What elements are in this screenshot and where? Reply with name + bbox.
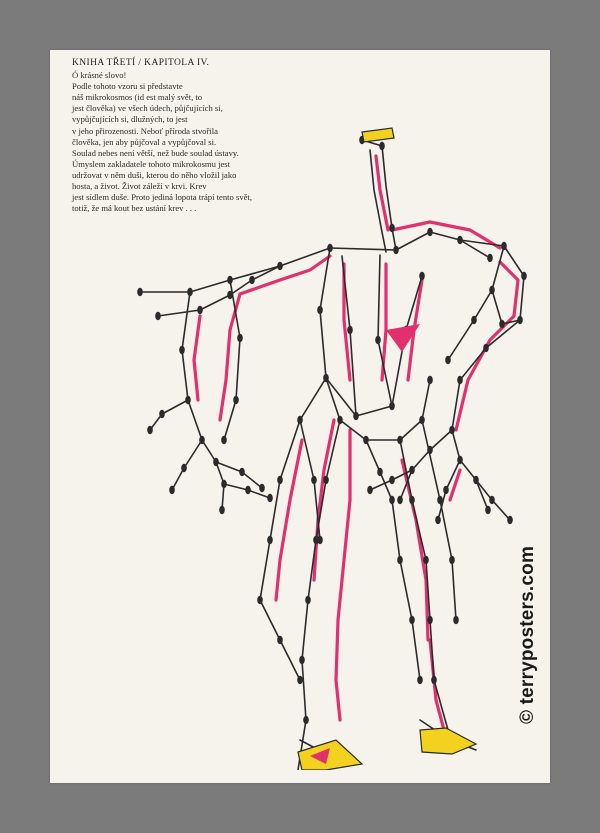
ink-dot bbox=[277, 476, 283, 484]
ink-dot bbox=[227, 291, 233, 299]
ink-dot bbox=[353, 412, 359, 420]
ink-stroke bbox=[202, 440, 224, 510]
ink-dot bbox=[489, 496, 495, 504]
ink-dot bbox=[427, 228, 433, 236]
ink-stroke bbox=[326, 378, 430, 440]
ink-dot bbox=[389, 402, 395, 410]
ink-dot bbox=[389, 496, 395, 504]
ink-dot bbox=[443, 486, 449, 494]
ink-dot bbox=[507, 516, 513, 524]
ink-dot bbox=[199, 436, 205, 444]
ink-dot bbox=[257, 596, 263, 604]
vein-stroke bbox=[240, 256, 330, 294]
text-line: náš mikrokosmos (id est malý svět, to bbox=[72, 92, 203, 103]
ink-dot bbox=[221, 436, 227, 444]
text-line: Úmyslem zakladatele tohoto mikrokosmu jest bbox=[72, 158, 230, 169]
ink-dot bbox=[179, 346, 185, 354]
ink-dot bbox=[453, 616, 459, 624]
ink-dot bbox=[423, 556, 429, 564]
ink-stroke bbox=[438, 460, 460, 520]
ink-stroke bbox=[330, 232, 490, 258]
figure-illustration bbox=[130, 80, 530, 770]
ink-dot bbox=[397, 436, 403, 444]
ink-dot bbox=[299, 656, 305, 664]
ink-dot bbox=[327, 244, 333, 252]
hat-accent bbox=[362, 128, 394, 142]
ink-dot bbox=[245, 486, 251, 494]
ink-dot bbox=[389, 224, 395, 232]
ink-dot bbox=[219, 506, 225, 514]
pelvis-accent bbox=[386, 324, 420, 352]
ink-dot bbox=[347, 326, 353, 334]
ink-dot bbox=[449, 426, 455, 434]
ink-dot bbox=[317, 306, 323, 314]
book-page bbox=[50, 50, 550, 783]
ink-dot bbox=[311, 476, 317, 484]
ink-dot bbox=[337, 416, 343, 424]
ink-dot bbox=[501, 242, 507, 250]
ink-dot bbox=[305, 596, 311, 604]
ink-dot bbox=[457, 456, 463, 464]
ink-dot bbox=[397, 556, 403, 564]
ink-stroke bbox=[158, 266, 280, 316]
ink-dot bbox=[483, 344, 489, 352]
ink-dot bbox=[297, 416, 303, 424]
ink-dot bbox=[499, 320, 505, 328]
ink-dot bbox=[457, 376, 463, 384]
ink-dot bbox=[159, 410, 165, 418]
ink-dot bbox=[417, 676, 423, 684]
text-line: v jeho přirozenosti. Neboť příroda stvořila bbox=[72, 125, 218, 136]
ink-dot bbox=[419, 416, 425, 424]
ink-dot bbox=[147, 426, 153, 434]
chapter-heading: KNIHA TŘETÍ / KAPITOLA IV. bbox=[72, 58, 210, 68]
text-line: Ó krásné slovo! bbox=[72, 70, 127, 81]
text-line: vypůjčujících si, dlužných, to jest bbox=[72, 114, 188, 125]
ink-dot bbox=[277, 262, 283, 270]
ink-dot bbox=[449, 556, 455, 564]
ink-dot bbox=[445, 356, 451, 364]
vein-stroke bbox=[276, 440, 302, 600]
ink-dot bbox=[457, 236, 463, 244]
text-line: Podle tohoto vzoru si představte bbox=[72, 81, 183, 92]
ink-stroke bbox=[182, 292, 202, 440]
vein-stroke bbox=[314, 420, 334, 580]
ink-dot bbox=[181, 464, 187, 472]
ink-dot bbox=[367, 486, 373, 494]
ink-stroke bbox=[140, 248, 330, 292]
vein-lines bbox=[194, 156, 518, 730]
ink-dot bbox=[427, 616, 433, 624]
ink-dot bbox=[427, 376, 433, 384]
ink-dot bbox=[297, 676, 303, 684]
ink-stroke bbox=[452, 320, 520, 430]
vein-stroke bbox=[194, 316, 200, 400]
ink-dot bbox=[137, 288, 143, 296]
ink-dot bbox=[239, 468, 245, 476]
ink-dot bbox=[427, 446, 433, 454]
vein-stroke bbox=[450, 470, 460, 500]
ink-dot bbox=[233, 396, 239, 404]
ink-dot bbox=[393, 246, 399, 254]
ink-dot bbox=[323, 476, 329, 484]
ink-dot bbox=[409, 466, 415, 474]
text-line: totiž, že má kout bez ustání krev . . . bbox=[72, 203, 197, 214]
ink-dot bbox=[185, 396, 191, 404]
ink-dot bbox=[363, 436, 369, 444]
ink-dot bbox=[437, 496, 443, 504]
text-line: Soulad nebes není větší, než bude soulad ústavy. bbox=[72, 147, 239, 158]
ink-dot bbox=[431, 676, 437, 684]
ink-dot bbox=[485, 506, 491, 514]
vein-stroke bbox=[500, 262, 518, 316]
ink-dot bbox=[267, 494, 273, 502]
ink-dot bbox=[489, 286, 495, 294]
ink-dot bbox=[471, 316, 477, 324]
ink-dot bbox=[237, 334, 243, 342]
ink-stroke bbox=[150, 400, 188, 430]
ink-stroke bbox=[362, 140, 396, 250]
ink-dot bbox=[377, 468, 383, 476]
ink-dot bbox=[473, 476, 479, 484]
vein-stroke bbox=[336, 430, 350, 720]
ink-dot bbox=[277, 636, 283, 644]
ink-lines bbox=[140, 140, 524, 770]
ink-dot bbox=[317, 536, 323, 544]
text-line: člověka, jen aby půjčoval a vypůjčoval si. bbox=[72, 136, 217, 147]
ink-dot bbox=[197, 306, 203, 314]
ink-dot bbox=[169, 486, 175, 494]
ink-dot bbox=[487, 254, 493, 262]
ink-dot bbox=[419, 272, 425, 280]
ink-dot bbox=[323, 374, 329, 382]
ink-dot bbox=[221, 480, 227, 488]
ink-stroke bbox=[172, 440, 202, 490]
text-line: hosta, a život. Život záleží v krvi. Krev bbox=[72, 181, 207, 192]
ink-dot bbox=[213, 458, 219, 466]
ink-dot bbox=[249, 276, 255, 284]
ink-dot bbox=[409, 616, 415, 624]
ink-dot bbox=[303, 716, 309, 724]
ink-stroke bbox=[452, 430, 488, 510]
ink-dot bbox=[517, 316, 523, 324]
ink-dot bbox=[187, 288, 193, 296]
ink-dot bbox=[227, 276, 233, 284]
ink-dot bbox=[259, 484, 265, 492]
ink-dot bbox=[409, 496, 415, 504]
text-line: jest člověka) ve všech údech, půjčujících si, bbox=[72, 103, 223, 114]
ink-dot bbox=[375, 336, 381, 344]
ink-dot bbox=[267, 536, 273, 544]
ink-dot bbox=[155, 312, 161, 320]
ink-dot bbox=[379, 142, 385, 150]
text-line: udržovat v něm duši, kterou do něho vložil jako bbox=[72, 169, 237, 180]
ink-dot bbox=[397, 496, 403, 504]
watermark bbox=[514, 540, 542, 730]
right-shoe-accent bbox=[420, 728, 476, 754]
watermark-text: © terryposters.com bbox=[517, 545, 538, 725]
ink-dot bbox=[521, 272, 527, 280]
ink-dot bbox=[389, 476, 395, 484]
ink-dot bbox=[435, 516, 441, 524]
text-line: jest sídlem duše. Proto jediná lopota trápí tento svět, bbox=[72, 192, 252, 203]
